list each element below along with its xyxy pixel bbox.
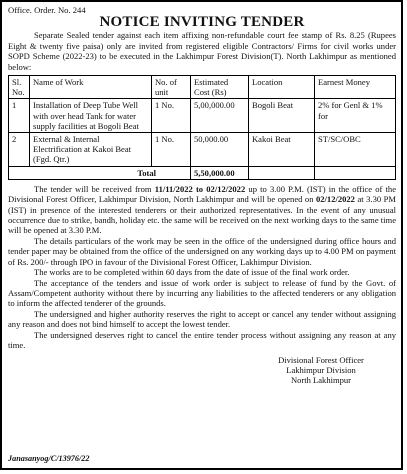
rights-paragraph: The undersigned and higher authority reserves the right to accept or cancel any tender without assigning any reason and does not bind himself to accept the lowest tender. [8,308,396,330]
reference-number: Janasanyog/C/13976/22 [8,453,90,463]
col-no-of-unit: No. of unit [152,76,191,99]
row-units: 1 No. [152,99,191,133]
row-location: Kakoi Beat [249,133,315,167]
row-sl: 1 [9,99,30,133]
notice-title: NOTICE INVITING TENDER [99,14,305,31]
receipt-paragraph [8,184,396,236]
receipt-text-3: at 3.30 PM (IST) in presence of the interested tenderers or their authorized representatives. In the event of any unusual occurrence due to strike, bandh, holiday etc. the same will be received on the next working days to the same time will be opened at 3.30 P.M. [8,194,396,236]
receipt-text-1: The tender will be received from [34,183,155,194]
opening-date: 02/12/2022 [316,194,355,205]
empty-cell [249,166,315,179]
empty-cell [315,166,396,179]
total-row [9,166,396,179]
row-units: 1 No. [152,133,191,167]
intro-paragraph: Separate Sealed tender against each item affixing non-refundable court fee stamp of Rs. 8.25 (Rupees Eight & twenty five paisa) only are invited from registered eligible Contractors/ Firms for civil works under SOPD Scheme (2022-23) to be executed in the Lakhimpur Forest Division(T). North Lakhimpur as mentioned below: [8,30,396,72]
cancel-paragraph: The undersigned deserves right to cancel the entire tender process without assigning any reason at any time. [8,329,396,350]
col-earnest-money: Earnest Money [315,76,396,99]
table-header-row [9,76,396,99]
col-location: Location [249,76,315,99]
receipt-dates: 11/11/2022 to 02/12/2022 [154,183,246,194]
row-work: External & Internal Electrification at Kakoi Beat (Fgd. Qtr.) [30,133,152,167]
row-cost: 50,000.00 [191,133,249,167]
col-estimated-cost: Estimated Cost (Rs) [191,76,249,99]
signature-division: Lakhimpur Division [286,365,356,376]
receipt-text-2: up to 3.00 P.M. (IST) in the office of the Divisional Forest Officer, Lakhimpur Division, North Lakhimpur and will be opened on [8,183,396,205]
col-name-of-work: Name of Work [30,76,152,99]
row-work: Installation of Deep Tube Well with over head Tank for water supply facilities at Bogoli Beat [30,99,152,133]
table-row [9,133,396,167]
completion-paragraph: The works are to be completed within 60 days from the date of issue of the final work order. [34,267,350,278]
order-number: Office. Order. No. 244 [8,5,86,15]
details-paragraph: The details particulars of the work may be seen in the office of the undersigned during office hours and tender paper may be obtained from the office of the undersigned on any working days up to 4.00 PM on payment of Rs. 200/- through IPO in favour of the Divisional Forest Officer, Lakhimpur Division. [8,235,396,267]
signature-designation: Divisional Forest Officer [278,355,364,366]
row-location: Bogoli Beat [249,99,315,133]
row-earnest: 2% for Genl & 1% for [315,99,396,133]
col-sl-no: Sl. No. [9,76,30,99]
signature-place: North Lakhimpur [290,375,352,386]
total-value: 5,50,000.00 [191,166,249,179]
row-earnest: ST/SC/OBC [315,133,396,167]
acceptance-paragraph: The acceptance of the tenders and issue of work order is subject to release of fund by the Govt. of Assam/Competent authority without there by incurring any liabilities to the affected tenderers or any obligation to inform the affected tenderer of the grounds. [8,277,396,309]
total-label: Total [9,166,191,179]
signature-block [246,355,396,385]
row-cost: 5,00,000.00 [191,99,249,133]
row-sl: 2 [9,133,30,167]
works-table [8,75,396,180]
table-row [9,99,396,133]
